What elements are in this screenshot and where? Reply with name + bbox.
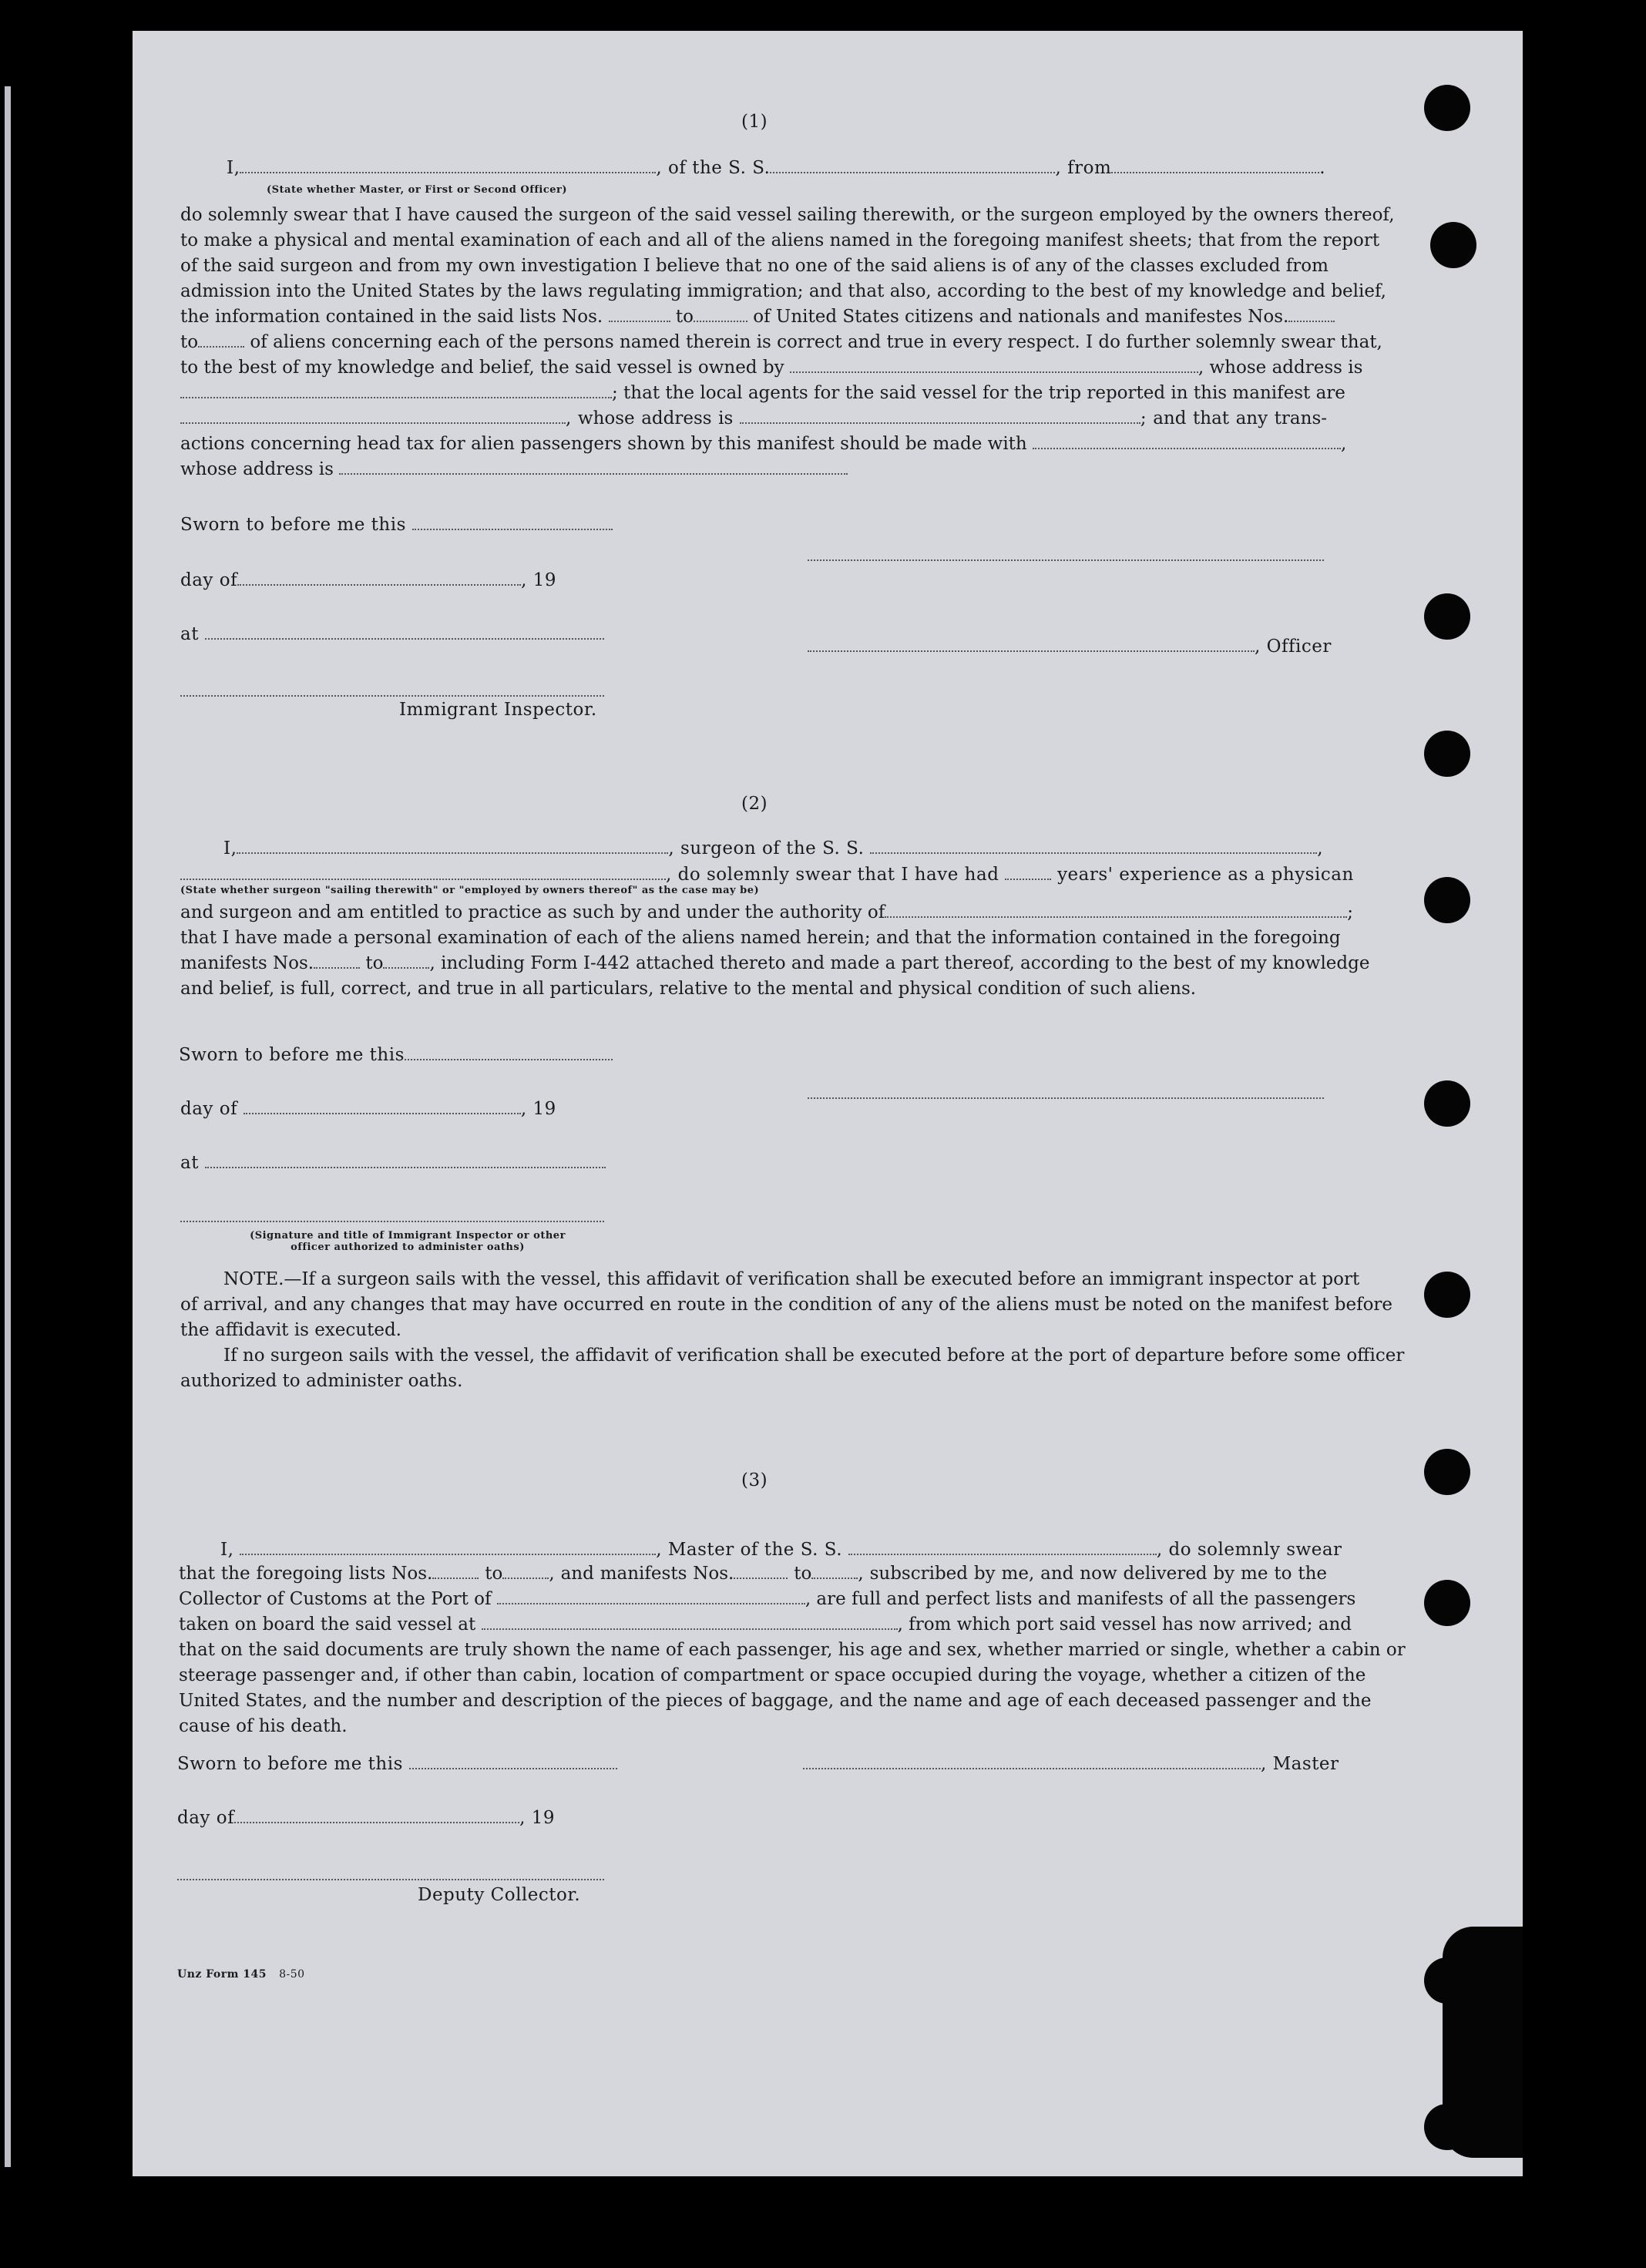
sworn-day-field[interactable] [412,515,613,530]
day-of-field[interactable] [234,1808,519,1823]
body-line: that on the said documents are truly shown the name of each passenger, his age and sex, whether married or single, whether a cabin or [179,1640,1406,1660]
document-page [133,31,1523,2176]
day-of-label: day of , 19 [177,1808,555,1828]
note-paragraph [180,1267,1405,1394]
day-of-field[interactable] [244,1099,521,1114]
body-line: manifests Nos. to , including Form I-442 attached thereto and made a part thereof, according to the best of my knowledge [180,953,1370,973]
manifests-from-field[interactable] [1288,307,1335,322]
sworn-label: Sworn to before me this [177,1754,617,1774]
lists-from-field[interactable] [609,307,670,322]
sworn-day-field[interactable] [409,1754,617,1769]
binder-hole-icon [1424,85,1470,131]
section-2-body [180,900,1370,1002]
section-2-first-line: I, , surgeon of the S. S. , [223,838,1324,858]
signature-caption: (Signature and title of Immigrant Inspector or other officer authorized to administer oaths) [250,1230,566,1253]
owner-field[interactable] [790,358,1198,373]
body-line: , whose address is ; and that any trans- [180,406,1327,432]
body-line: and belief, is full, correct, and true in all particulars, relative to the mental and physical condition of such aliens. [180,979,1197,999]
binder-hole-icon [1424,1449,1470,1495]
sworn-day-field[interactable] [405,1045,613,1060]
binder-hole-icon [1430,222,1476,268]
at-field[interactable] [205,624,604,640]
manifest-from-field[interactable] [314,953,360,969]
note-line: If no surgeon sails with the vessel, the affidavit of verification shall be executed before at the port of departure before some officer [223,1346,1405,1366]
head-tax-address-field[interactable] [339,459,848,475]
port-field[interactable] [497,1589,805,1604]
lists-to-field[interactable] [694,307,747,322]
inspector-signature-line[interactable] [180,695,604,697]
day-of-field[interactable] [237,570,521,586]
section-3-first-line: I, , Master of the S. S. , do solemnly swear [220,1540,1342,1560]
signature-line[interactable] [808,1097,1324,1099]
body-line: of the said surgeon and from my own investigation I believe that no one of the said aliens is of any of the classes excluded from [180,256,1329,276]
binder-hole-icon [1424,1080,1470,1127]
surgeon-status-field[interactable] [180,865,666,880]
manifests-to-field[interactable] [811,1564,858,1579]
section-1-body [180,203,1395,482]
officer-name-field[interactable] [240,158,656,173]
officer-signature-field[interactable] [808,637,1255,652]
at-label: at [180,1153,606,1173]
body-line: whose address is [180,457,1327,482]
section-3-number: (3) [741,1470,768,1490]
at-label: at [180,624,604,644]
body-line: steerage passenger and, if other than cabin, location of compartment or space occupied during the voyage, whether a citizen of the [179,1665,1366,1685]
day-of-label: day of , 19 [180,1099,556,1119]
body-line: do solemnly swear that I have caused the surgeon of the said vessel sailing therewith, or the surgeon employed by the owners thereof, [180,205,1395,225]
form-number: Unz Form 145 8-50 [177,1968,305,1981]
agents-field[interactable] [180,408,566,424]
body-line: actions concerning head tax for alien passengers shown by this manifest should be made with , [180,434,1347,454]
deputy-collector-label: Deputy Collector. [418,1885,581,1905]
body-line: to of aliens concerning each of the persons named therein is correct and true in every respect. I do further solemnly swear that, [180,332,1382,352]
binder-hole-icon [1424,1272,1470,1318]
vessel-name-field[interactable] [770,158,1055,173]
master-signature: , Master [803,1754,1339,1774]
sworn-label: Sworn to before me this [180,515,613,535]
body-line: the information contained in the said lists Nos. to of United States citizens and nationals and manifestes Nos. [180,304,1327,330]
body-line: that the foregoing lists Nos. to , and manifests Nos. to , subscribed by me, and now delivered by me to the [179,1564,1328,1584]
signature-line[interactable] [180,1221,604,1222]
signature-line[interactable] [808,559,1324,561]
authority-field[interactable] [885,902,1347,918]
lists-to-field[interactable] [502,1564,549,1579]
torn-edge-shadow [1443,1927,1523,2158]
section-2-number: (2) [741,794,768,814]
officer-signature: , Officer [808,637,1332,657]
body-line: taken on board the said vessel at , from which port said vessel has now arrived; and [179,1614,1352,1635]
body-line: ; that the local agents for the said vessel for the trip reported in this manifest are [180,381,1327,406]
years-experience-field[interactable] [1005,865,1051,880]
officer-caption: (State whether Master, or First or Second Officer) [267,184,568,196]
note-line: the affidavit is executed. [180,1320,401,1340]
binder-hole-icon [1424,593,1470,640]
lists-from-field[interactable] [432,1564,479,1579]
surgeon-name-field[interactable] [237,838,668,854]
master-vessel-field[interactable] [848,1540,1157,1555]
binder-hole-icon [1424,877,1470,923]
body-line: and surgeon and am entitled to practice as such by and under the authority of ; [180,902,1353,922]
note-line: NOTE.—If a surgeon sails with the vessel, this affidavit of verification shall be executed before an immigrant inspector at port [223,1269,1360,1289]
body-line: admission into the United States by the laws regulating immigration; and that also, according to the best of my knowledge and belief, [180,281,1386,301]
master-signature-field[interactable] [803,1754,1261,1769]
day-of-label: day of , 19 [180,570,556,590]
agents-address-field[interactable] [740,408,1140,424]
section-2-second-line: , do solemnly swear that I have had years' experience as a physican [180,865,1354,885]
surgeon-vessel-field[interactable] [870,838,1317,854]
body-line: that I have made a personal examination of each of the aliens named herein; and that the information contained in the foregoing [180,928,1341,948]
section-1-number: (1) [741,112,768,132]
body-line: to make a physical and mental examination of each and all of the aliens named in the foregoing manifest sheets; that from the report [180,230,1380,250]
manifests-from-field[interactable] [734,1564,788,1579]
binder-hole-icon [1424,731,1470,777]
body-line: Collector of Customs at the Port of , are full and perfect lists and manifests of all the passengers [179,1589,1356,1609]
manifest-to-field[interactable] [383,953,429,969]
embarkation-field[interactable] [482,1614,898,1630]
body-line: to the best of my knowledge and belief, the said vessel is owned by , whose address is [180,358,1363,378]
head-tax-party-field[interactable] [1033,434,1341,449]
from-port-field[interactable] [1111,158,1319,173]
section-1-first-line: I, , of the S. S. , from . [227,158,1326,178]
binder-hole-icon [1424,1580,1470,1626]
body-line: cause of his death. [179,1716,348,1736]
section-3-body [179,1561,1406,1739]
immigrant-inspector-label: Immigrant Inspector. [399,700,597,720]
body-line: United States, and the number and description of the pieces of baggage, and the name and age of each deceased passenger and the [179,1691,1372,1711]
deputy-signature-line[interactable] [177,1879,604,1880]
left-edge-line [5,86,11,2167]
owner-address-field[interactable] [180,383,612,398]
note-line: of arrival, and any changes that may have occurred en route in the condition of any of the aliens must be noted on the manifest before [180,1295,1393,1315]
master-name-field[interactable] [240,1540,656,1555]
surgeon-caption: (State whether surgeon "sailing therewith" or "employed by owners thereof" as the case may be) [180,885,760,896]
at-field[interactable] [205,1153,606,1168]
note-line: authorized to administer oaths. [180,1371,463,1391]
manifests-to-field[interactable] [198,332,244,348]
sworn-label: Sworn to before me this [179,1045,613,1065]
